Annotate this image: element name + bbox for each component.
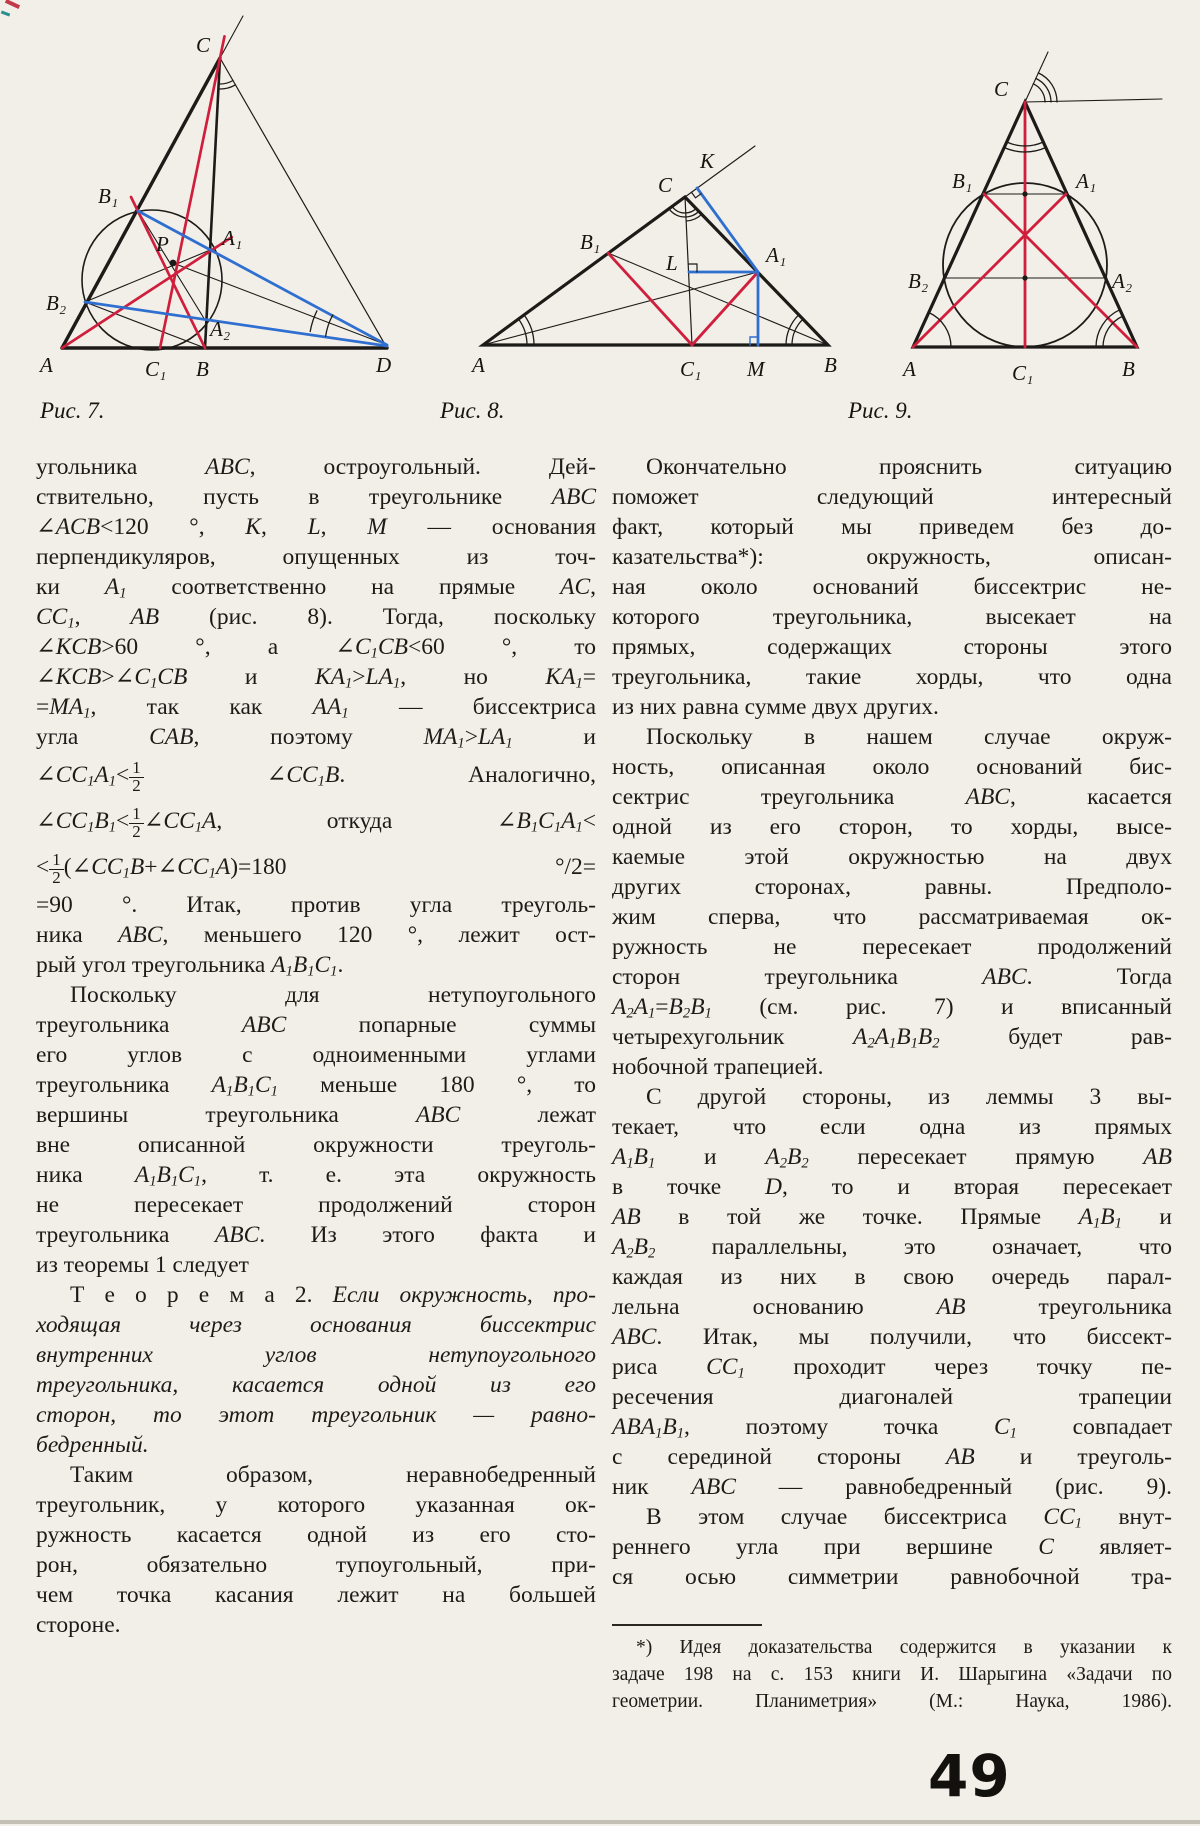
text-line: прямых, содержащих стороны этого xyxy=(612,634,1172,660)
label-C1: C₁ xyxy=(145,357,167,381)
figures xyxy=(0,0,1200,435)
label-A1: A₁ xyxy=(222,226,243,250)
text-line: задаче 198 на с. 153 книги И. Шарыгина «Задачи по xyxy=(612,1664,1172,1685)
text-line: Таким образом, неравнобедренный xyxy=(70,1462,596,1488)
text-line: треугольника $A_1B_1C_1$ меньше 180 °, то xyxy=(36,1072,597,1100)
text-line: с серединой стороны AB и треуголь- xyxy=(612,1444,1173,1470)
text-line: угла CAB, поэтому $MA_1>LA_1$ и xyxy=(36,724,596,752)
label-C: C xyxy=(658,173,673,197)
text-line: каемые этой окружностью на двух xyxy=(612,844,1172,870)
text-line: ность, описанная около оснований бис- xyxy=(612,754,1172,780)
text-line: ∠KCB>60 °, а $\angle C_1CB<60$ °, то xyxy=(36,634,596,662)
figure-7-caption: Рис. 7. xyxy=(40,398,105,423)
left-column xyxy=(36,452,596,1640)
label-C: C xyxy=(994,77,1009,101)
label-B1: B₁ xyxy=(98,184,119,208)
text-line: $A_2A_1=B_2B_1$ (см. рис. 7) и вписанный xyxy=(612,994,1172,1022)
right-column xyxy=(612,452,1172,1592)
text-line: $\angle CC_1B_1<$ $\frac{1}{2}$ $\angle CC_1A$, откуда $\angle B_1C_1A_1<$ xyxy=(36,804,596,842)
footnote-rule xyxy=(612,1624,762,1626)
label-A: A xyxy=(40,353,53,377)
label-A1: A₁ xyxy=(766,243,787,267)
text-line: AB в той же точке. Прямые $A_1B_1$ и xyxy=(612,1204,1173,1232)
label-B2: B₂ xyxy=(908,269,929,293)
label-C1: C₁ xyxy=(680,357,702,381)
text-line: факт, который мы приведем без до- xyxy=(612,514,1172,540)
text-line: $A_2B_2$ параллельны, это означает, что xyxy=(612,1234,1172,1262)
text-line: ∠ACB<120 °, K, L, M — основания xyxy=(36,514,597,540)
label-K: K xyxy=(700,149,715,173)
label-M: M xyxy=(747,357,765,381)
text-line: Поскольку в нашем случае окруж- xyxy=(646,724,1172,750)
text-line: стороне. xyxy=(36,1612,121,1638)
text-line: $A_1B_1$ и $A_2B_2$ пересекает прямую AB xyxy=(612,1144,1172,1172)
label-D: D xyxy=(376,353,392,377)
text-line: ник ABC — равнобедренный (рис. 9). xyxy=(612,1474,1172,1500)
figure-9-caption: Рис. 9. xyxy=(848,398,913,423)
text-line: вершины треугольника ABC лежат xyxy=(36,1102,596,1128)
figure-7 xyxy=(38,16,391,381)
label-B: B xyxy=(196,357,209,381)
label-A2: A₂ xyxy=(1112,269,1133,293)
text-line: риса $CC_1$ проходит через точку пе- xyxy=(612,1354,1172,1382)
point-P-dot xyxy=(170,260,177,267)
figure-8 xyxy=(470,146,837,381)
text-line: чем точка касания лежит на большей xyxy=(36,1582,596,1608)
text-line: лельна основанию AB треугольника xyxy=(612,1294,1172,1320)
bisector-feet-circle xyxy=(82,210,222,350)
text-line: треугольник, у которого указанная ок- xyxy=(36,1492,596,1518)
text-line: ки $A_1$ соответственно на прямые AC, xyxy=(36,574,596,602)
label-B: B xyxy=(1122,357,1135,381)
text-line: сектрис треугольника ABC, касается xyxy=(612,784,1172,810)
text-line: ная около оснований биссектрис не- xyxy=(612,574,1172,600)
footnote xyxy=(612,1624,1172,1715)
text-line: ходящая через основания биссектрис xyxy=(36,1312,596,1338)
text-line: геометрии. Планиметрия» (М.: Наука, 1986). xyxy=(612,1691,1172,1712)
text-line: вне описанной окружности треуголь- xyxy=(36,1132,596,1158)
label-B: B xyxy=(824,353,837,377)
text-line: не пересекает продолжений сторон xyxy=(36,1192,596,1218)
text-line: которого треугольника, высекает на xyxy=(612,604,1172,630)
label-B1: B₁ xyxy=(580,230,601,254)
text-line: ника $A_1B_1C_1$, т. е. эта окружность xyxy=(36,1162,596,1190)
text-line: поможет следующий интересный xyxy=(612,484,1172,510)
label-P: P xyxy=(156,232,169,256)
text-line: бедренный. xyxy=(36,1432,149,1458)
text-line: нобочной трапецией. xyxy=(612,1054,824,1080)
text-line: Поскольку для нетупоугольного xyxy=(70,982,596,1008)
page-number: 49 xyxy=(928,1742,1011,1810)
text-line: треугольника ABC. Из этого факта и xyxy=(36,1222,597,1248)
text-line: Окончательно прояснить ситуацию xyxy=(646,454,1172,480)
label-A: A xyxy=(903,357,916,381)
text-line: внутренних углов нетупоугольного xyxy=(36,1342,596,1368)
text-line: в точке D, то и вторая пересекает xyxy=(612,1174,1172,1200)
label-L: L xyxy=(666,251,678,275)
text-line: сторон треугольника ABC. Тогда xyxy=(612,964,1173,990)
label-A: A xyxy=(472,353,485,377)
text-line: треугольника, такие хорды, что одна xyxy=(612,664,1172,690)
text-line: $\angle KCB>\angle C_1CB$ и $KA_1>LA_1$, но $KA_1=$ xyxy=(36,664,596,692)
text-line: =90 °. Итак, против угла треуголь- xyxy=(36,892,596,918)
label-B1: B₁ xyxy=(952,169,973,193)
bisectors-red xyxy=(913,102,1137,347)
angle-marks xyxy=(218,81,332,337)
text-line: ся осью симметрии равнобочной тра- xyxy=(612,1564,1172,1590)
text-line: С другой стороны, из леммы 3 вы- xyxy=(646,1084,1172,1110)
label-A1: A₁ xyxy=(1076,169,1097,193)
label-C1: C₁ xyxy=(1012,361,1034,385)
text-line: ресечения диагоналей трапеции xyxy=(612,1384,1172,1410)
text-line: других сторонах, равны. Предполо- xyxy=(612,874,1172,900)
text-line: из них равна сумме двух других. xyxy=(612,694,939,720)
text-line: ружность касается одной из его сто- xyxy=(36,1522,596,1548)
text-line: $=MA_1$, так как $AA_1$ — биссектриса xyxy=(36,694,596,722)
text-line: перпендикуляров, опущенных из точ- xyxy=(36,544,596,570)
text-line: рон, обязательно тупоугольный, при- xyxy=(36,1552,596,1578)
text-line: текает, что если одна из прямых xyxy=(612,1114,1172,1140)
text-line: жим сперва, что рассматриваемая ок- xyxy=(612,904,1172,930)
text-line: реннего угла при вершине C являет- xyxy=(612,1534,1172,1560)
text-line: ствительно, пусть в треугольнике ABC xyxy=(36,484,596,510)
text-line: ника ABC, меньшего 120 °, лежит ост- xyxy=(36,922,596,948)
text-line: *) Идея доказательства содержится в указании к xyxy=(636,1637,1172,1658)
text-line: казательства*): окружность, описан- xyxy=(612,544,1172,570)
figure-9 xyxy=(901,52,1162,385)
text-line: треугольника ABC попарные суммы xyxy=(36,1012,596,1038)
text-line: Т е о р е м а 2. Если окружность, про- xyxy=(70,1282,596,1308)
text-line: из теоремы 1 следует xyxy=(36,1252,249,1278)
page-edge-shadow xyxy=(0,1820,1200,1824)
label-B2: B₂ xyxy=(46,291,67,315)
label-A2: A₂ xyxy=(210,317,231,341)
red-chords xyxy=(608,253,758,345)
text-line: четырехугольник $A_2A_1B_1B_2$ будет рав- xyxy=(612,1024,1173,1052)
text-line: сторон, то этот треугольник — равно- xyxy=(36,1402,596,1428)
text-line: $CC_1$, AB (рис. 8). Тогда, поскольку xyxy=(36,604,597,632)
text-line: $ABA_1B_1$, поэтому точка $C_1$ совпадает xyxy=(612,1414,1173,1442)
text-line: треугольника, касается одной из его xyxy=(36,1372,596,1398)
text-line: ABC. Итак, мы получили, что биссект- xyxy=(612,1324,1172,1350)
text-line: каждая из них в свою очередь парал- xyxy=(612,1264,1172,1290)
text-line: $\angle CC_1A_1<$ $\frac{1}{2}$ $\angle CC_1B$. Аналогично, xyxy=(36,758,596,796)
text-line: < $\frac{1}{2}$ $(\angle CC_1B+\angle CC_1A)=180$ °/2= xyxy=(36,850,596,888)
text-line: угольника ABC, остроугольный. Дей- xyxy=(36,454,596,480)
text-line: его углов с одноименными углами xyxy=(36,1042,596,1068)
text-line: одной из его сторон, то хорды, высе- xyxy=(612,814,1172,840)
text-line: ружность не пересекает продолжений xyxy=(612,934,1172,960)
figure-8-caption: Рис. 8. xyxy=(440,398,505,423)
text-line: рый угол треугольника $A_1B_1C_1$. xyxy=(36,952,344,980)
text-line: В этом случае биссектриса $CC_1$ внут- xyxy=(646,1504,1172,1532)
label-C: C xyxy=(196,33,211,57)
